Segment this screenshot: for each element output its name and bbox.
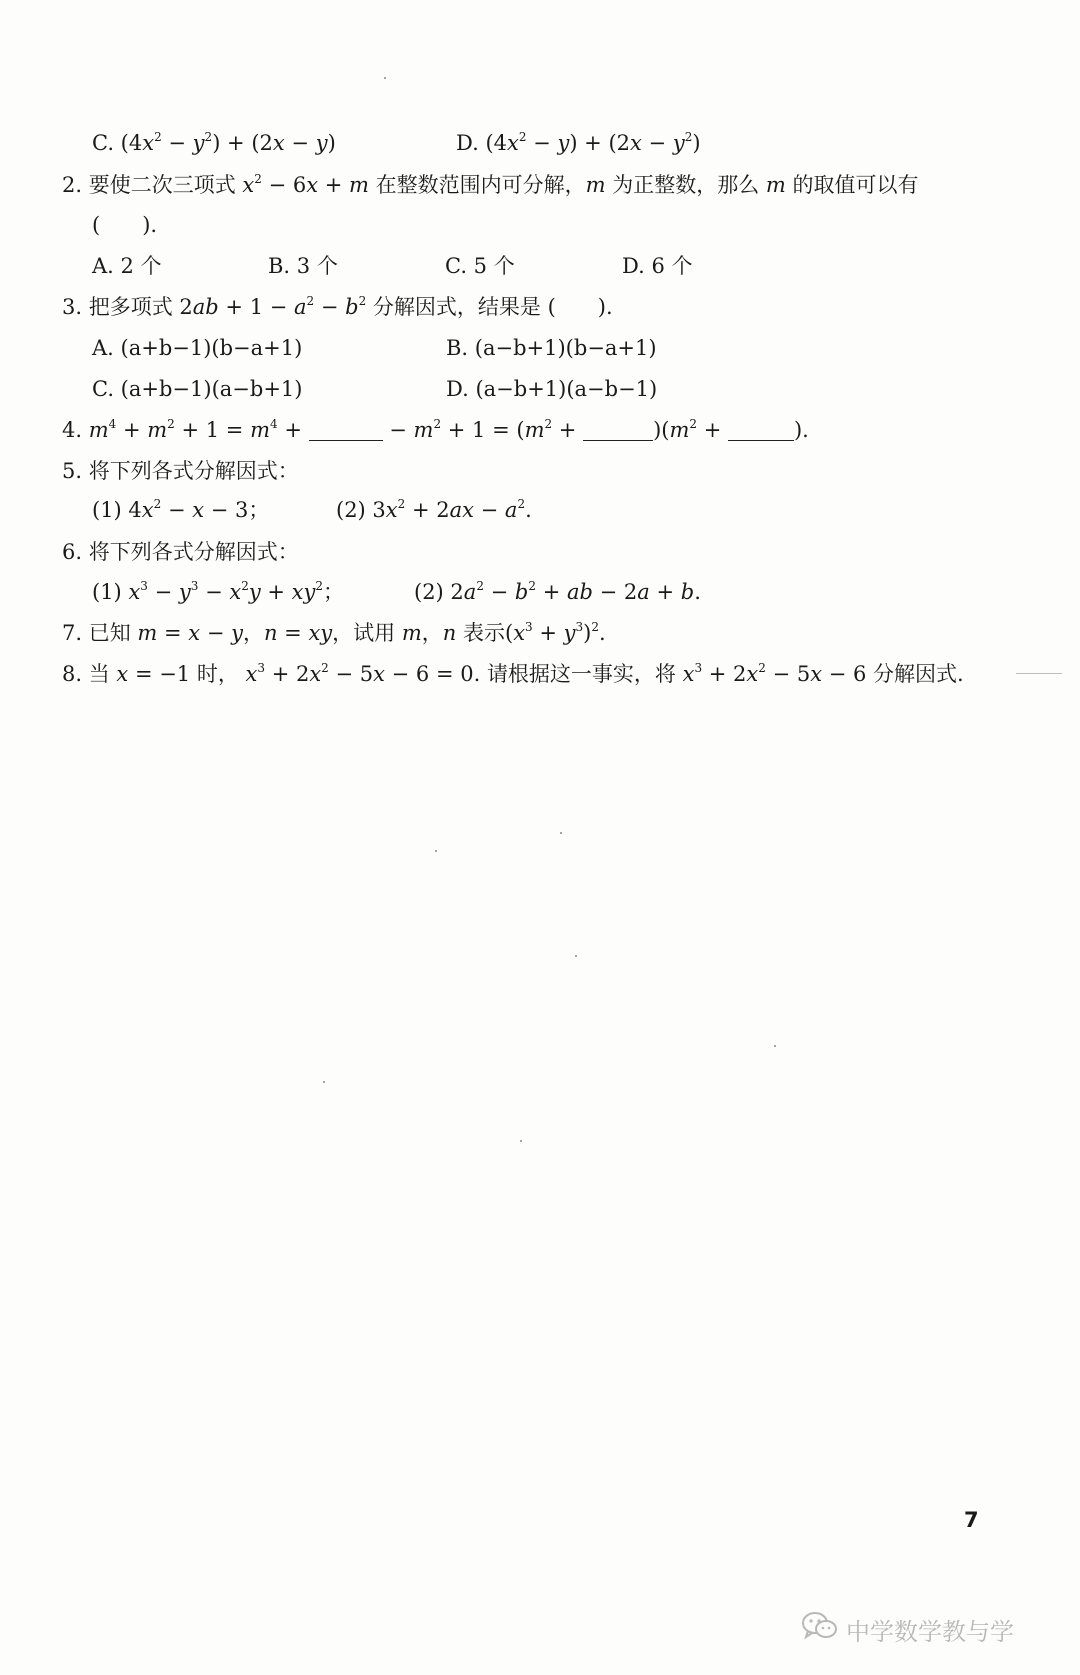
question-7: 7. 已知 m = x − y，n = xy，试用 m，n 表示$(x^3 + y^3)^2$. <box>62 620 606 645</box>
q1-option-c: C. $(4x^2 - y^2) + (2x - y)$ <box>92 130 336 155</box>
question-2: 2. 要使二次三项式 $x^2 - 6x + m$ 在整数范围内可分解，m 为正整数，那么 m 的取值可以有 <box>62 172 919 197</box>
q6-part-2: (2) $2a^2 - b^2$ + ab − 2a + b. <box>414 579 701 604</box>
wechat-icon <box>800 1610 840 1648</box>
q2-option-b: B. 3 个 <box>268 254 338 278</box>
q3-option-d: D. (a−b+1)(a−b−1) <box>446 377 658 401</box>
q8-text: 时， <box>196 662 239 686</box>
q3-option-c: C. (a+b−1)(a−b+1) <box>92 377 303 401</box>
question-number: 5. <box>62 459 83 483</box>
q5-part-1: (1) $4x^2 - x - 3$； <box>92 497 270 522</box>
scan-speck <box>560 832 562 834</box>
q3-text: 把多项式 <box>88 295 173 319</box>
fill-blank[interactable] <box>309 418 383 441</box>
q2-answer-paren: ( ). <box>92 213 158 237</box>
q2-option-c: C. 5 个 <box>445 254 515 278</box>
watermark <box>800 1609 1014 1649</box>
question-number: 4. <box>62 418 83 442</box>
q2-text: 在整数范围内可分解， <box>375 173 586 197</box>
scan-speck <box>520 1140 522 1142</box>
part-label: (2) <box>336 498 366 522</box>
part-label: (1) <box>92 498 122 522</box>
q7-text: 表示 <box>463 621 505 645</box>
question-number: 2. <box>62 173 83 197</box>
q1-option-c-label: C. <box>92 131 114 155</box>
scan-speck <box>435 850 437 852</box>
question-4: 4. $m^4 + m^2 + 1 = m^4$ + − $m^2 + 1 = (m^2 + )(m^2$ + ). <box>62 417 809 442</box>
q3-option-b: B. (a−b+1)(b−a+1) <box>446 336 657 360</box>
watermark-text: 中学数学教与学 <box>846 1617 1014 1646</box>
q1-option-d: D. $(4x^2 - y) + (2x - y^2)$ <box>456 130 701 155</box>
q6-part-1: (1) $x^3 - y^3 - x^2y + xy^2$； <box>92 579 345 604</box>
q8-text: 当 <box>88 662 110 686</box>
scan-line <box>1016 673 1062 674</box>
scan-speck <box>575 955 577 957</box>
question-8: 8. 当 x = −1 时， $x^3 + 2x^2 - 5x - 6 = 0$. 请根据这一事实，将 $x^3 + 2x^2 - 5x - 6$ 分解因式. <box>62 661 964 686</box>
fill-blank[interactable] <box>583 418 653 441</box>
q5-title: 将下列各式分解因式： <box>88 459 299 483</box>
q2-text: 为正整数，那么 <box>612 173 760 197</box>
part-label: (1) <box>92 580 122 604</box>
q1-option-d-label: D. <box>456 131 479 155</box>
question-number: 6. <box>62 540 83 564</box>
q7-text: 试用 <box>353 621 396 645</box>
question-number: 3. <box>62 295 83 319</box>
fill-blank[interactable] <box>728 418 794 441</box>
q2-option-d: D. 6 个 <box>622 254 693 278</box>
question-number: 7. <box>62 621 83 645</box>
q5-part-2: (2) $3x^2 + 2ax - a^2$. <box>336 497 532 522</box>
q3-text: 分解因式，结果是 ( ). <box>372 295 613 319</box>
page-number: 7 <box>964 1508 979 1532</box>
scan-speck <box>384 77 386 79</box>
q2-option-a: A. 2 个 <box>92 254 162 278</box>
scan-speck <box>323 1081 325 1083</box>
q2-text: 的取值可以有 <box>792 173 919 197</box>
q7-text: 已知 <box>88 621 131 645</box>
q8-text: 分解因式. <box>873 662 964 686</box>
q3-option-a: A. (a+b−1)(b−a+1) <box>92 336 303 360</box>
part-label: (2) <box>414 580 444 604</box>
q6-title: 将下列各式分解因式： <box>88 540 299 564</box>
question-6 <box>62 537 299 567</box>
q2-text: 要使二次三项式 <box>88 173 236 197</box>
scan-speck <box>774 1045 776 1047</box>
question-5 <box>62 456 299 486</box>
question-3: 3. 把多项式 $2ab + 1 - a^2 - b^2$ 分解因式，结果是 ( ). <box>62 294 613 319</box>
question-number: 8. <box>62 662 83 686</box>
q8-text: 请根据这一事实，将 <box>486 662 676 686</box>
